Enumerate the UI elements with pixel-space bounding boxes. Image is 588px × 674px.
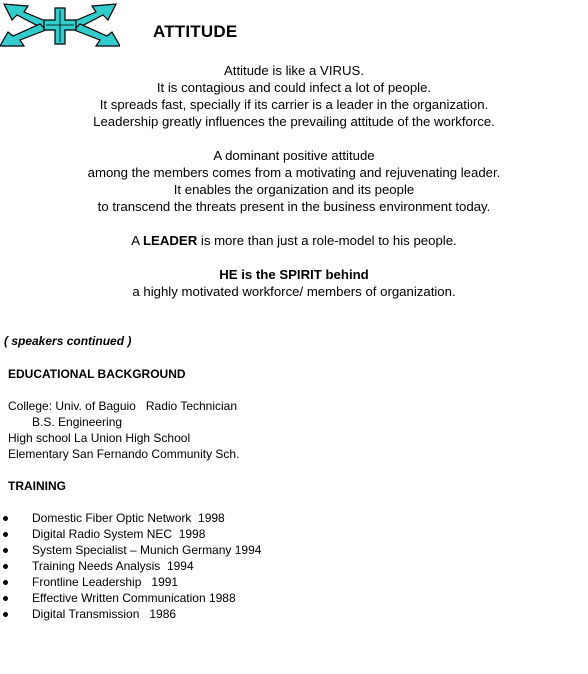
education-college-degree: B.S. Engineering	[32, 415, 123, 429]
intro-paragraph-spirit	[0, 266, 588, 300]
training-heading: TRAINING	[8, 479, 66, 493]
speakers-continued-note: ( speakers continued )	[4, 334, 132, 348]
intro-line: among the members comes from a motivating and rejuvenating leader.	[87, 165, 501, 180]
education-college: College: Univ. of Baguio Radio Technician	[8, 399, 238, 413]
training-item-text: Digital Radio System NEC 1998	[32, 527, 206, 541]
list-item	[0, 558, 261, 574]
bullet-icon	[3, 564, 8, 569]
leader-prefix: A	[131, 233, 143, 248]
intro-line: A dominant positive attitude	[213, 148, 375, 163]
bullet-icon	[3, 548, 8, 553]
four-arrows-cross-icon	[0, 2, 120, 52]
training-item-text: Frontline Leadership 1991	[32, 575, 179, 589]
bullet-icon	[3, 580, 8, 585]
bullet-icon	[3, 612, 8, 617]
education-heading: EDUCATIONAL BACKGROUND	[8, 367, 186, 381]
intro-line: It is contagious and could infect a lot of people.	[156, 80, 432, 95]
intro-line: Attitude is like a VIRUS.	[224, 63, 364, 78]
training-item-text: Digital Transmission 1986	[32, 607, 177, 621]
intro-paragraph-virus	[0, 62, 588, 130]
list-item	[0, 510, 261, 526]
leader-suffix: is more than just a role-model to his people.	[197, 233, 457, 248]
bullet-icon	[3, 596, 8, 601]
intro-paragraph-positive-attitude	[0, 147, 588, 215]
list-item	[0, 574, 261, 590]
list-item	[0, 590, 261, 606]
training-item-text: System Specialist – Munich Germany 1994	[32, 543, 262, 557]
spirit-bold-line: HE is the SPIRIT behind	[219, 267, 369, 282]
intro-line: to transcend the threats present in the business environment today.	[97, 199, 491, 214]
bullet-icon	[3, 532, 8, 537]
education-details	[8, 398, 239, 462]
intro-line: It enables the organization and its people	[173, 182, 415, 197]
list-item	[0, 526, 261, 542]
training-item-text: Training Needs Analysis 1994	[32, 559, 194, 573]
list-item	[0, 542, 261, 558]
leader-bold-word: LEADER	[143, 233, 198, 248]
intro-line: Leadership greatly influences the prevailing attitude of the workforce.	[93, 114, 495, 129]
training-list	[0, 510, 261, 622]
bullet-icon	[3, 516, 8, 521]
intro-paragraph-leader	[0, 232, 588, 249]
training-item-text: Effective Written Communication 1988	[32, 591, 236, 605]
education-high-school: High school La Union High School	[8, 431, 191, 445]
list-item	[0, 606, 261, 622]
education-elementary: Elementary San Fernando Community Sch.	[8, 447, 240, 461]
spirit-line: a highly motivated workforce/ members of organization.	[132, 284, 456, 299]
intro-line: It spreads fast, specially if its carrier is a leader in the organization.	[99, 97, 489, 112]
training-item-text: Domestic Fiber Optic Network 1998	[32, 511, 225, 525]
leader-line	[0, 232, 588, 249]
page-title: ATTITUDE	[153, 22, 238, 41]
